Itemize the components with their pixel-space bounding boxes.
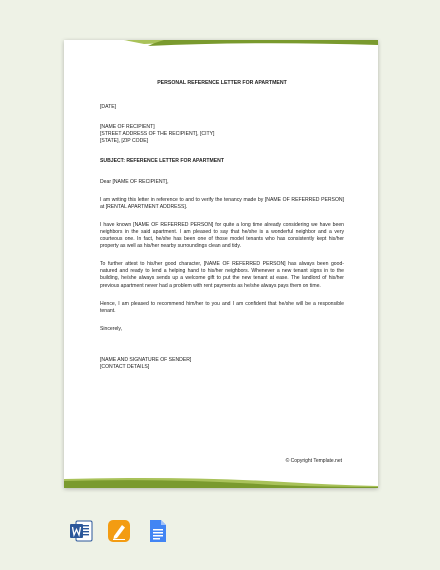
letter-date: [DATE] (100, 104, 117, 111)
paragraph-2: I have known [NAME OF REFERRED PERSON] for quite a long time already considering we have been neighbors in the said apartment. I am pleased to say that he/she is a wonderful neighbor and a very courteous one. In fact, he/she has been one of those model tenants who has consistently kept his/her property as well as his/her nearby surroundings clean and tidy. (100, 221, 344, 250)
recipient-name: [NAME OF RECIPIENT] (100, 124, 155, 131)
bottom-wave-decoration (64, 474, 378, 488)
document-page (64, 40, 378, 488)
letter-greeting: Dear [NAME OF RECIPIENT], (100, 178, 169, 185)
paragraph-3: To further attest to his/her good character, [NAME OF REFERRED PERSON] has always been good-natured and ready to lend a helping hand to his/her neighbors. Whenever a new tenant signs in to the building, he/she always sends up a welcome gift to put the new tenant at ease. The landlord of his/her previous apartment never had a problem with rent payments as he/she always pays them on time. (100, 261, 344, 289)
sender-name: [NAME AND SIGNATURE OF SENDER] (100, 356, 192, 363)
recipient-street: [STREET ADDRESS OF THE RECIPIENT], [CITY] (100, 131, 215, 138)
letter-subject: SUBJECT: REFERENCE LETTER FOR APARTMENT (100, 158, 224, 165)
app-icons (68, 518, 170, 544)
word-icon[interactable] (68, 518, 94, 544)
letter-closing: Sincerely, (100, 325, 122, 332)
letter-body (100, 80, 344, 371)
copyright-footer: © Copyright Template.net (285, 458, 342, 464)
paragraph-4: Hence, I am pleased to recommend him/her to you and I am confident that he/she will be a responsible tenant. (100, 300, 344, 314)
google-docs-icon[interactable] (144, 518, 170, 544)
top-wave-decoration (64, 40, 378, 52)
letter-title: PERSONAL REFERENCE LETTER FOR APARTMENT (157, 80, 287, 86)
sender-contact: [CONTACT DETAILS] (100, 363, 150, 370)
pages-icon[interactable] (106, 518, 132, 544)
paragraph-1: I am writing this letter in reference to and to verify the tenancy made by [NAME OF REFERRED PERSON] at [RENTAL APARTMENT ADDRESS]. (100, 196, 344, 210)
recipient-state: [STATE], [ZIP CODE] (100, 138, 149, 145)
